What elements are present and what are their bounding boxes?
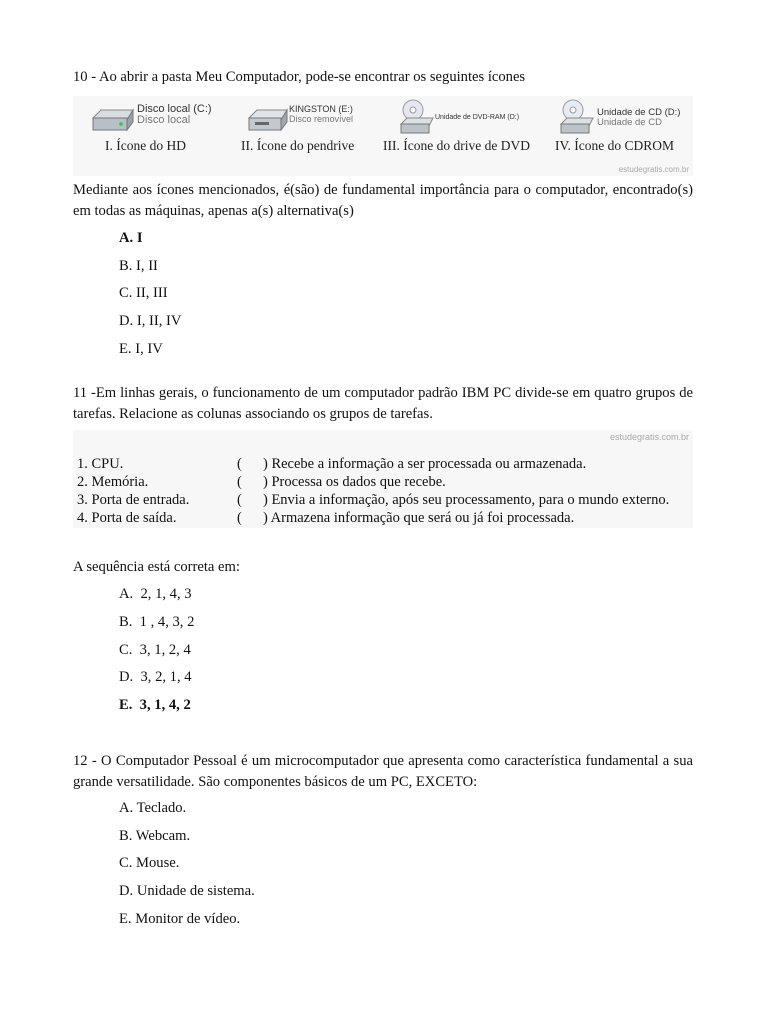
pendrive-icon-caption: II. Ícone do pendrive [241,138,355,153]
cdrom-drive-icon [559,98,595,136]
removable-drive-icon [247,108,289,134]
dvd-icon-name: Unidade de DVD-RAM (D:) [435,114,520,121]
row-paren: ( [237,456,242,472]
row-paren: ( [237,474,242,490]
question-12-title: 12 - O Computador Pessoal é um microcomputador que apresenta como característica fundamental a sua grande versatilidade. São componentes básicos de um PC, EXCETO: [73,753,693,790]
question-10-title: 10 - Ao abrir a pasta Meu Computador, pode-se encontrar os seguintes ícones [73,69,526,85]
row-label: 4. Porta de saída. [77,510,177,526]
hd-icon-sub: Disco local [137,114,191,126]
q10-option-c: C. II, III [119,285,168,301]
cdrom-icon-block [557,96,693,176]
icons-figure [73,96,693,176]
q12-option-d: D. Unidade de sistema. [119,883,255,899]
q10-option-a: A. I [119,230,143,246]
hard-drive-icon [91,108,135,134]
row-desc: ) Armazena informação que será ou já foi processada. [263,510,575,526]
cdrom-icon-sub: Unidade de CD [597,117,662,128]
row-paren: ( [237,510,242,526]
dvd-icon-block [383,96,543,176]
q11-option-e: E. 3, 1, 4, 2 [119,697,191,713]
watermark: estudegratis.com.br [618,165,689,174]
question-11-title: 11 -Em linhas gerais, o funcionamento de um computador padrão IBM PC divide-se em quatro grupos de tarefas. Relacione as colunas associando os grupos de tarefas. [73,385,693,422]
q11-option-a: A. 2, 1, 4, 3 [119,586,192,602]
row-label: 1. CPU. [77,456,124,472]
q11-option-d: D. 3, 2, 1, 4 [119,669,192,685]
hd-icon-name: Disco local (C:) [137,103,212,115]
cdrom-icon-caption: IV. Ícone do CDROM [555,138,674,153]
question-10-text: Mediante aos ícones mencionados, é(são) de fundamental importância para o computador, encontrado(s) em todas as máquinas, apenas a(s) alternativa(s) [73,182,693,219]
q12-option-c: C. Mouse. [119,855,180,871]
row-desc: ) Recebe a informação a ser processada ou armazenada. [263,456,587,472]
hd-icon-block [89,96,229,176]
row-desc: ) Processa os dados que recebe. [263,474,446,490]
row-desc: ) Envia a informação, após seu processamento, para o mundo externo. [263,492,670,508]
dvd-icon-caption: III. Ícone do drive de DVD [383,138,530,153]
hd-icon-caption: I. Ícone do HD [105,138,186,153]
q12-option-a: A. Teclado. [119,800,187,816]
row-label: 2. Memória. [77,474,149,490]
row-label: 3. Porta de entrada. [77,492,190,508]
cdrom-icon-name: Unidade de CD (D:) [597,107,681,118]
q12-option-b: B. Webcam. [119,828,191,844]
watermark: estudegratis.com.br [609,432,689,442]
question-11-text: A sequência está correta em: [73,559,240,575]
q10-option-d: D. I, II, IV [119,313,182,329]
q12-option-e: E. Monitor de vídeo. [119,911,241,927]
dvd-drive-icon [399,98,435,136]
columns-figure [73,430,693,528]
q10-option-e: E. I, IV [119,341,163,357]
q10-option-b: B. I, II [119,258,158,274]
q11-option-b: B. 1 , 4, 3, 2 [119,614,195,630]
pendrive-icon-sub: Disco removível [289,114,354,124]
row-paren: ( [237,492,242,508]
pendrive-icon-block [241,96,385,176]
q11-option-c: C. 3, 1, 2, 4 [119,642,191,658]
pendrive-icon-name: KINGSTON (E:) [289,104,353,114]
